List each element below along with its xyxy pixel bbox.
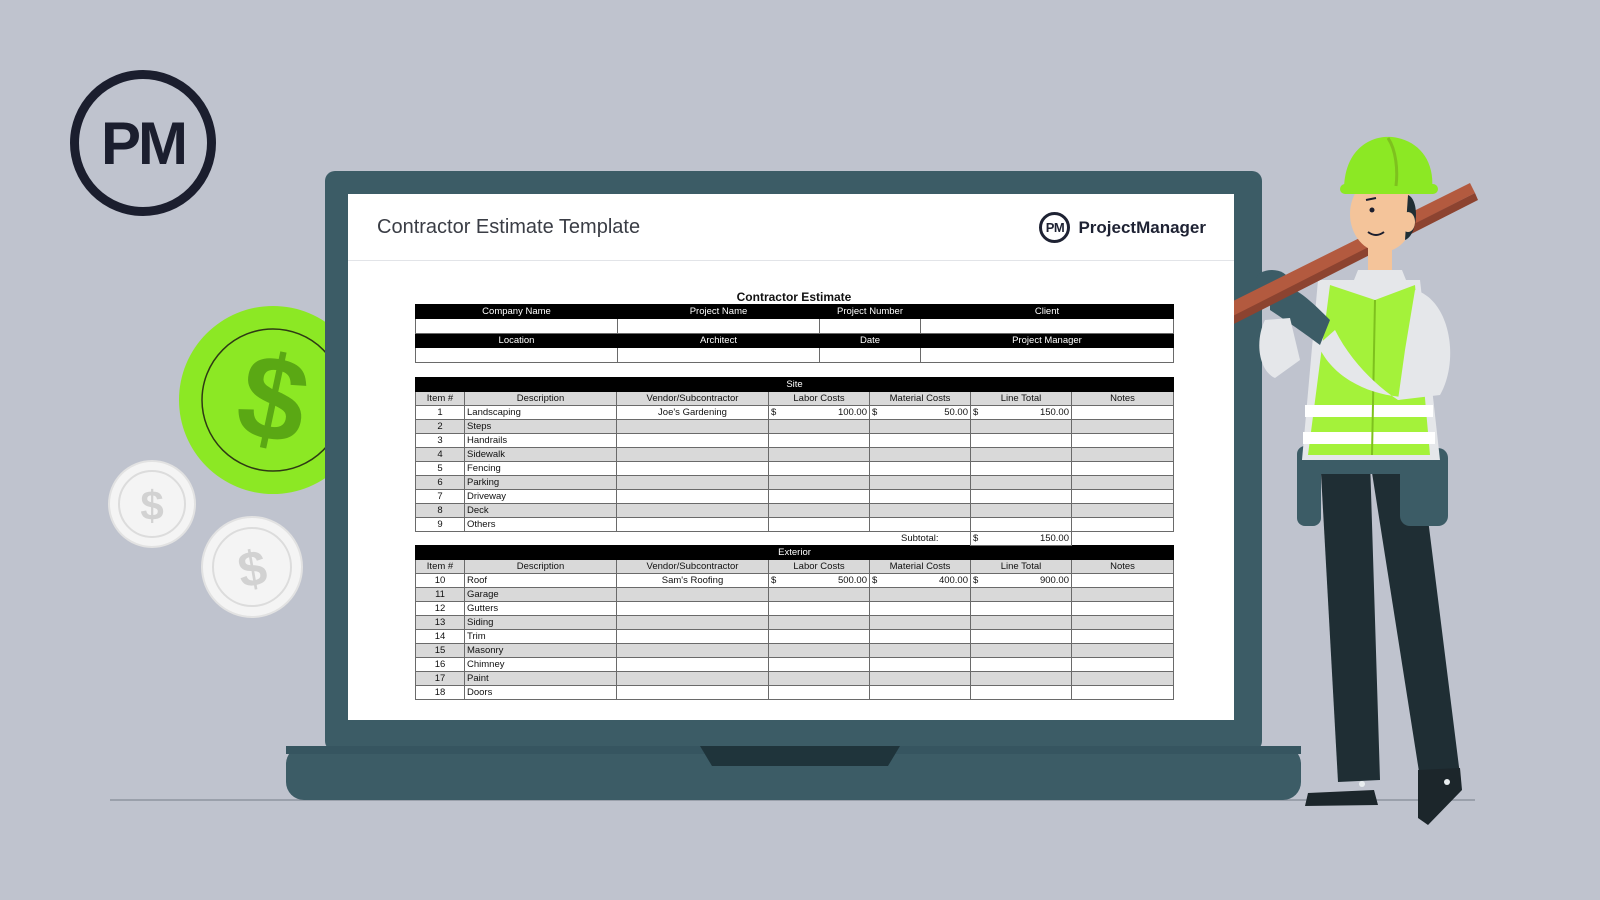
item-number-cell: 9	[416, 518, 465, 532]
company-name-cell[interactable]	[416, 319, 618, 334]
table-row	[416, 686, 1174, 700]
total-cost-cell[interactable]	[971, 448, 1072, 462]
description-cell[interactable]: Garage	[465, 588, 617, 602]
estimate-sheet	[415, 290, 1173, 700]
material-cost-cell[interactable]	[870, 448, 971, 462]
material-cost-cell[interactable]	[870, 672, 971, 686]
total-cost-cell[interactable]	[971, 420, 1072, 434]
item-number-cell: 16	[416, 658, 465, 672]
labor-cost-cell[interactable]	[769, 490, 870, 504]
currency-symbol: $	[771, 407, 777, 418]
svg-text:$: $	[233, 538, 271, 599]
total-cost-cell[interactable]	[971, 644, 1072, 658]
column-header: Item #	[416, 560, 465, 574]
description-cell[interactable]: Others	[465, 518, 617, 532]
total-cost-cell[interactable]	[971, 616, 1072, 630]
section-header-row	[416, 546, 1174, 560]
labor-cost-cell[interactable]	[769, 434, 870, 448]
info-label: Architect	[618, 334, 820, 348]
info-label: Date	[820, 334, 921, 348]
labor-cost-cell[interactable]	[769, 616, 870, 630]
info-label: Location	[416, 334, 618, 348]
vendor-cell[interactable]	[617, 686, 769, 700]
material-cost-cell[interactable]	[870, 616, 971, 630]
client-cell[interactable]	[921, 319, 1174, 334]
notes-cell[interactable]	[1072, 406, 1174, 420]
item-number-cell: 15	[416, 644, 465, 658]
item-number-cell: 1	[416, 406, 465, 420]
vendor-cell[interactable]	[617, 490, 769, 504]
table-row	[416, 644, 1174, 658]
vendor-cell[interactable]	[617, 658, 769, 672]
labor-cost-cell[interactable]	[769, 476, 870, 490]
location-cell[interactable]	[416, 348, 618, 363]
description-cell[interactable]: Driveway	[465, 490, 617, 504]
items-table	[415, 377, 1174, 700]
material-cost-cell[interactable]	[870, 462, 971, 476]
column-header: Line Total	[971, 392, 1072, 406]
labor-cost-cell[interactable]	[769, 602, 870, 616]
amount: 400.00	[938, 575, 968, 586]
column-header: Material Costs	[870, 392, 971, 406]
description-cell[interactable]: Landscaping	[465, 406, 617, 420]
item-number-cell: 5	[416, 462, 465, 476]
notes-cell[interactable]	[1072, 672, 1174, 686]
description-cell[interactable]: Sidewalk	[465, 448, 617, 462]
material-cost-cell[interactable]	[870, 644, 971, 658]
table-row	[416, 490, 1174, 504]
column-header: Vendor/Subcontractor	[617, 392, 769, 406]
notes-cell[interactable]	[1072, 630, 1174, 644]
material-cost-cell[interactable]	[870, 602, 971, 616]
info-label: Project Manager	[921, 334, 1174, 348]
notes-cell[interactable]	[1072, 574, 1174, 588]
column-header: Labor Costs	[769, 560, 870, 574]
labor-cost-cell[interactable]	[769, 518, 870, 532]
table-row	[416, 658, 1174, 672]
item-number-cell: 4	[416, 448, 465, 462]
table-row	[416, 518, 1174, 532]
labor-cost-cell[interactable]	[769, 420, 870, 434]
info-header-row	[416, 305, 1174, 319]
total-cost-cell[interactable]	[971, 574, 1072, 588]
document-window	[348, 194, 1234, 720]
document-header	[348, 194, 1234, 261]
notes-cell[interactable]	[1072, 518, 1174, 532]
currency-symbol: $	[771, 575, 777, 586]
labor-cost-cell[interactable]	[769, 448, 870, 462]
material-cost-cell[interactable]	[870, 476, 971, 490]
info-table	[415, 304, 1174, 363]
column-header-row	[416, 392, 1174, 406]
item-number-cell: 8	[416, 504, 465, 518]
item-number-cell: 17	[416, 672, 465, 686]
labor-cost-cell[interactable]	[769, 658, 870, 672]
total-cost-cell[interactable]	[971, 406, 1072, 420]
total-cost-cell[interactable]	[971, 602, 1072, 616]
vendor-cell[interactable]	[617, 672, 769, 686]
table-row	[416, 588, 1174, 602]
amount: 150.00	[1039, 407, 1069, 418]
notes-cell[interactable]	[1072, 686, 1174, 700]
svg-text:$: $	[226, 326, 320, 472]
column-header: Notes	[1072, 560, 1174, 574]
vendor-cell[interactable]	[617, 462, 769, 476]
description-cell[interactable]: Fencing	[465, 462, 617, 476]
labor-cost-cell[interactable]	[769, 644, 870, 658]
total-cost-cell[interactable]	[971, 504, 1072, 518]
table-row	[416, 476, 1174, 490]
amount: 150.00	[1039, 533, 1069, 544]
info-input-row	[416, 348, 1174, 363]
total-cost-cell[interactable]	[971, 630, 1072, 644]
table-row	[416, 434, 1174, 448]
info-label: Company Name	[416, 305, 618, 319]
currency-symbol: $	[872, 407, 878, 418]
notes-cell[interactable]	[1072, 616, 1174, 630]
column-header-row	[416, 560, 1174, 574]
currency-symbol: $	[973, 533, 979, 544]
subtotal-row	[416, 532, 1174, 546]
brand-badge-icon: PM	[1039, 212, 1070, 243]
pm-logo-icon	[70, 70, 216, 216]
description-cell[interactable]: Gutters	[465, 602, 617, 616]
section-title: Site	[416, 378, 1174, 392]
description-cell[interactable]: Masonry	[465, 644, 617, 658]
description-cell[interactable]: Deck	[465, 504, 617, 518]
labor-cost-cell[interactable]	[769, 406, 870, 420]
total-cost-cell[interactable]	[971, 490, 1072, 504]
description-cell[interactable]: Chimney	[465, 658, 617, 672]
notes-cell[interactable]	[1072, 448, 1174, 462]
item-number-cell: 18	[416, 686, 465, 700]
vendor-cell[interactable]	[617, 644, 769, 658]
column-header: Description	[465, 560, 617, 574]
vendor-cell[interactable]	[617, 434, 769, 448]
info-label: Project Name	[618, 305, 820, 319]
item-number-cell: 7	[416, 490, 465, 504]
column-header: Item #	[416, 392, 465, 406]
material-cost-cell[interactable]	[870, 574, 971, 588]
description-cell[interactable]: Parking	[465, 476, 617, 490]
table-row	[416, 574, 1174, 588]
material-cost-cell[interactable]	[870, 630, 971, 644]
material-cost-cell[interactable]	[870, 588, 971, 602]
amount: 50.00	[944, 407, 968, 418]
svg-text:$: $	[140, 482, 164, 529]
material-cost-cell[interactable]	[870, 686, 971, 700]
date-cell[interactable]	[820, 348, 921, 363]
table-row	[416, 602, 1174, 616]
estimate-title: Contractor Estimate	[736, 290, 852, 304]
amount: 900.00	[1039, 575, 1069, 586]
column-header: Description	[465, 392, 617, 406]
vendor-cell[interactable]: Joe's Gardening	[617, 406, 769, 420]
item-number-cell: 13	[416, 616, 465, 630]
page-title: Contractor Estimate Template	[377, 216, 641, 238]
amount: 500.00	[837, 575, 867, 586]
section-title: Exterior	[416, 546, 1174, 560]
vendor-cell[interactable]	[617, 630, 769, 644]
vendor-cell[interactable]	[617, 602, 769, 616]
notes-cell[interactable]	[1072, 588, 1174, 602]
material-cost-cell[interactable]	[870, 490, 971, 504]
material-cost-cell[interactable]	[870, 504, 971, 518]
table-row	[416, 630, 1174, 644]
architect-cell[interactable]	[618, 348, 820, 363]
vendor-cell[interactable]: Sam's Roofing	[617, 574, 769, 588]
total-cost-cell[interactable]	[971, 588, 1072, 602]
vendor-cell[interactable]	[617, 588, 769, 602]
labor-cost-cell[interactable]	[769, 462, 870, 476]
info-input-row	[416, 319, 1174, 334]
notes-cell[interactable]	[1072, 476, 1174, 490]
description-cell[interactable]: Handrails	[465, 434, 617, 448]
vendor-cell[interactable]	[617, 448, 769, 462]
total-cost-cell[interactable]	[971, 672, 1072, 686]
labor-cost-cell[interactable]	[769, 588, 870, 602]
labor-cost-cell[interactable]	[769, 686, 870, 700]
amount: 100.00	[837, 407, 867, 418]
silver-coin-icon	[202, 517, 302, 617]
item-number-cell: 11	[416, 588, 465, 602]
total-cost-cell[interactable]	[971, 434, 1072, 448]
notes-cell[interactable]	[1072, 644, 1174, 658]
item-number-cell: 14	[416, 630, 465, 644]
notes-cell[interactable]	[1072, 602, 1174, 616]
description-cell[interactable]: Siding	[465, 616, 617, 630]
material-cost-cell[interactable]	[870, 518, 971, 532]
description-cell[interactable]: Steps	[465, 420, 617, 434]
column-header: Labor Costs	[769, 392, 870, 406]
project-manager-cell[interactable]	[921, 348, 1174, 363]
table-row	[416, 406, 1174, 420]
brand-logo	[1039, 212, 1206, 243]
description-cell[interactable]: Doors	[465, 686, 617, 700]
item-number-cell: 2	[416, 420, 465, 434]
table-row	[416, 462, 1174, 476]
description-cell[interactable]: Roof	[465, 574, 617, 588]
notes-cell[interactable]	[1072, 462, 1174, 476]
material-cost-cell[interactable]	[870, 420, 971, 434]
description-cell[interactable]: Paint	[465, 672, 617, 686]
notes-cell[interactable]	[1072, 504, 1174, 518]
silver-coin-icon	[109, 461, 195, 547]
project-number-cell[interactable]	[820, 319, 921, 334]
column-header: Notes	[1072, 392, 1174, 406]
total-cost-cell[interactable]	[971, 658, 1072, 672]
brand-name: ProjectManager	[1078, 217, 1206, 237]
currency-symbol: $	[973, 575, 979, 586]
material-cost-cell[interactable]	[870, 434, 971, 448]
material-cost-cell[interactable]	[870, 406, 971, 420]
subtotal-label: Subtotal:	[901, 533, 939, 544]
vendor-cell[interactable]	[617, 616, 769, 630]
table-row	[416, 672, 1174, 686]
column-header: Material Costs	[870, 560, 971, 574]
notes-cell[interactable]	[1072, 658, 1174, 672]
table-row	[416, 448, 1174, 462]
notes-cell[interactable]	[1072, 434, 1174, 448]
info-label: Client	[921, 305, 1174, 319]
item-number-cell: 3	[416, 434, 465, 448]
total-cost-cell[interactable]	[971, 518, 1072, 532]
vendor-cell[interactable]	[617, 476, 769, 490]
notes-cell[interactable]	[1072, 420, 1174, 434]
labor-cost-cell[interactable]	[769, 630, 870, 644]
section-header-row	[416, 378, 1174, 392]
labor-cost-cell[interactable]	[769, 504, 870, 518]
subtotal-value	[971, 532, 1072, 546]
pm-logo-text: PM	[101, 109, 185, 177]
info-header-row	[416, 334, 1174, 348]
material-cost-cell[interactable]	[870, 658, 971, 672]
column-header: Line Total	[971, 560, 1072, 574]
table-row	[416, 616, 1174, 630]
project-name-cell[interactable]	[618, 319, 820, 334]
notes-cell[interactable]	[1072, 490, 1174, 504]
table-row	[416, 420, 1174, 434]
info-label: Project Number	[820, 305, 921, 319]
labor-cost-cell[interactable]	[769, 672, 870, 686]
currency-symbol: $	[973, 407, 979, 418]
total-cost-cell[interactable]	[971, 462, 1072, 476]
currency-symbol: $	[872, 575, 878, 586]
item-number-cell: 6	[416, 476, 465, 490]
item-number-cell: 10	[416, 574, 465, 588]
item-number-cell: 12	[416, 602, 465, 616]
total-cost-cell[interactable]	[971, 686, 1072, 700]
total-cost-cell[interactable]	[971, 476, 1072, 490]
labor-cost-cell[interactable]	[769, 574, 870, 588]
vendor-cell[interactable]	[617, 504, 769, 518]
vendor-cell[interactable]	[617, 518, 769, 532]
table-row	[416, 504, 1174, 518]
column-header: Vendor/Subcontractor	[617, 560, 769, 574]
vendor-cell[interactable]	[617, 420, 769, 434]
description-cell[interactable]: Trim	[465, 630, 617, 644]
